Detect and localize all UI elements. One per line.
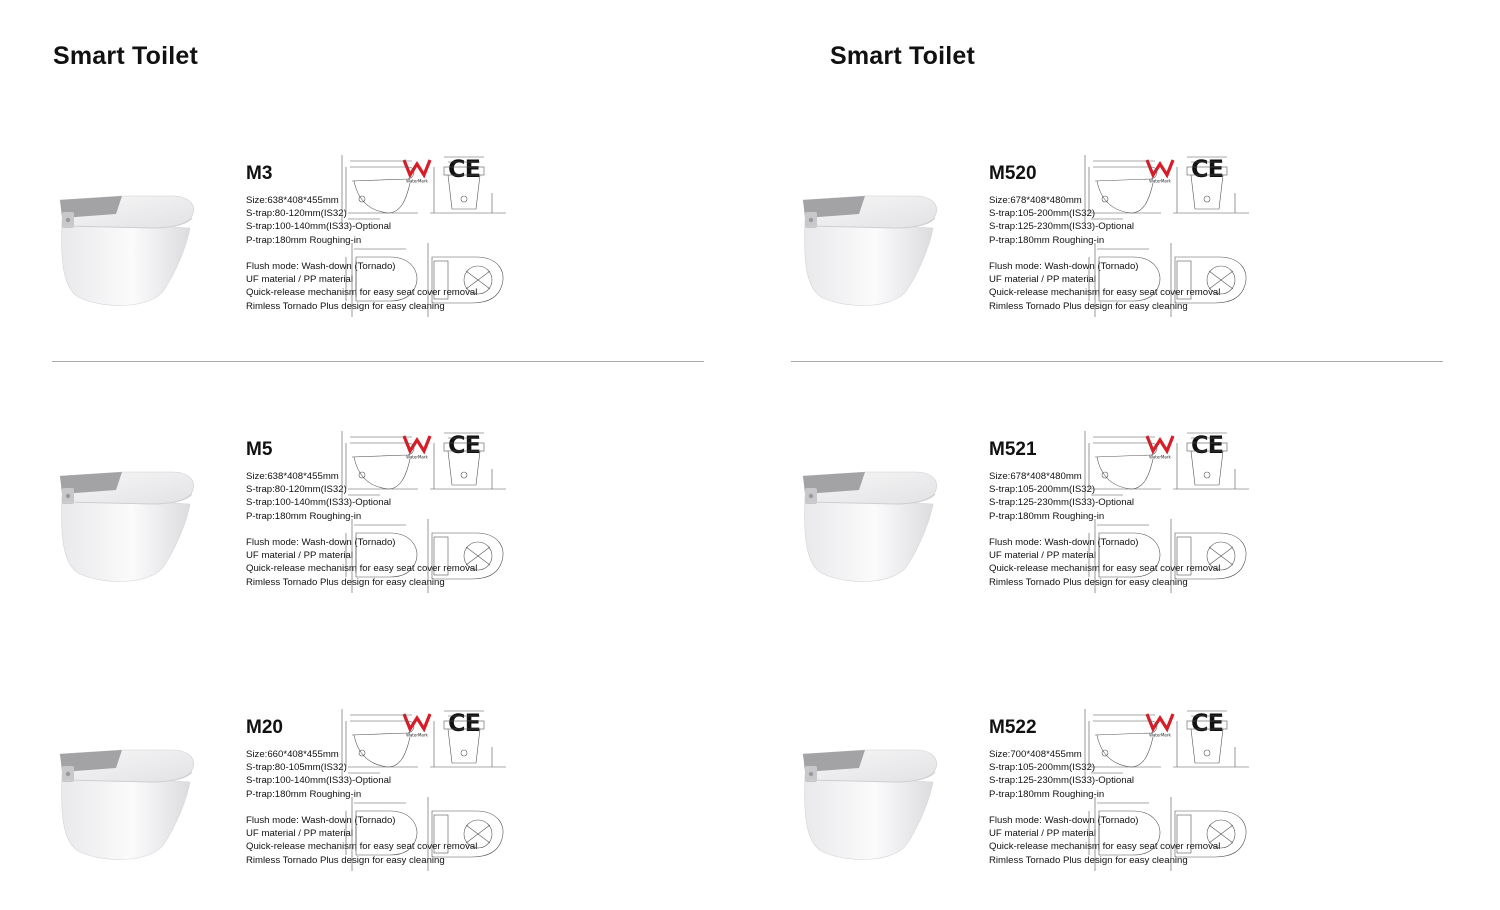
product-card-m522 xyxy=(795,709,1475,909)
ce-mark: CE xyxy=(448,709,481,737)
toilet-photo xyxy=(795,724,965,884)
ce-mark: CE xyxy=(1191,431,1224,459)
feature-flush-mode: Flush mode: Wash-down (Tornado) xyxy=(246,815,396,826)
ce-mark: CE xyxy=(1191,155,1224,183)
toilet-photo xyxy=(52,724,222,884)
feature-material: UF material / PP material xyxy=(989,828,1096,840)
feature-flush-mode: Flush mode: Wash-down (Tornado) xyxy=(989,537,1139,548)
feature-quick-release: Quick-release mechanism for easy seat cover removal xyxy=(246,563,478,575)
page-title: Smart Toilet xyxy=(830,42,976,70)
spec-strap: S-trap:80-105mm(IS32) xyxy=(246,762,347,774)
spec-size: Size:638*408*455mm xyxy=(246,195,339,206)
seat-view-drawing xyxy=(426,515,512,595)
svg-text:WaterMark: WaterMark xyxy=(406,178,428,184)
front-view-drawing xyxy=(1169,429,1255,505)
spec-ptrap: P-trap:180mm Roughing-in xyxy=(989,510,1105,522)
spec-ptrap: P-trap:180mm Roughing-in xyxy=(246,788,362,800)
spec-ptrap: P-trap:180mm Roughing-in xyxy=(246,510,362,522)
feature-rimless: Rimless Tornado Plus design for easy cleaning xyxy=(246,300,445,312)
svg-text:WaterMark: WaterMark xyxy=(1149,178,1171,184)
feature-quick-release: Quick-release mechanism for easy seat cover removal xyxy=(989,287,1221,299)
feature-rimless: Rimless Tornado Plus design for easy cleaning xyxy=(989,576,1188,588)
toilet-photo xyxy=(795,170,965,330)
front-view-drawing xyxy=(1169,153,1255,229)
side-view-drawing xyxy=(340,429,426,505)
product-card-m520 xyxy=(795,155,1475,355)
spec-ptrap: P-trap:180mm Roughing-in xyxy=(246,234,362,246)
feature-quick-release: Quick-release mechanism for easy seat cover removal xyxy=(989,563,1221,575)
spec-strap: S-trap:80-120mm(IS32) xyxy=(246,208,347,220)
feature-quick-release: Quick-release mechanism for easy seat cover removal xyxy=(246,287,478,299)
front-view-drawing xyxy=(426,429,512,505)
spec-size: Size:678*408*480mm xyxy=(989,471,1082,482)
seat-view-drawing xyxy=(426,793,512,873)
seat-view-drawing xyxy=(1169,793,1255,873)
ce-mark: CE xyxy=(1191,709,1224,737)
spec-strap-optional: S-trap:100-140mm(IS33)-Optional xyxy=(246,497,392,509)
feature-rimless: Rimless Tornado Plus design for easy cleaning xyxy=(246,854,445,866)
product-card-m5 xyxy=(52,431,732,631)
top-view-drawing xyxy=(1083,793,1169,873)
seat-view-drawing xyxy=(426,239,512,319)
spec-strap-optional: S-trap:125-230mm(IS33)-Optional xyxy=(989,221,1135,233)
toilet-photo xyxy=(795,446,965,606)
toilet-photo xyxy=(52,446,222,606)
model-name: M522 xyxy=(989,717,1037,738)
spec-size: Size:660*408*455mm xyxy=(246,749,339,760)
front-view-drawing xyxy=(1169,707,1255,783)
top-view-drawing xyxy=(340,793,426,873)
model-name: M20 xyxy=(246,717,283,738)
model-name: M521 xyxy=(989,439,1037,460)
spec-strap-optional: S-trap:125-230mm(IS33)-Optional xyxy=(989,497,1135,509)
side-view-drawing xyxy=(1083,707,1169,783)
feature-flush-mode: Flush mode: Wash-down (Tornado) xyxy=(989,261,1139,272)
feature-material: UF material / PP material xyxy=(246,550,353,562)
side-view-drawing xyxy=(340,707,426,783)
spec-strap: S-trap:105-200mm(IS32) xyxy=(989,484,1096,496)
feature-flush-mode: Flush mode: Wash-down (Tornado) xyxy=(989,815,1139,826)
top-view-drawing xyxy=(340,239,426,319)
svg-text:WaterMark: WaterMark xyxy=(406,732,428,738)
feature-quick-release: Quick-release mechanism for easy seat cover removal xyxy=(246,841,478,853)
spec-strap: S-trap:105-200mm(IS32) xyxy=(989,208,1096,220)
top-view-drawing xyxy=(1083,515,1169,595)
spec-ptrap: P-trap:180mm Roughing-in xyxy=(989,788,1105,800)
spec-size: Size:700*408*455mm xyxy=(989,749,1082,760)
seat-view-drawing xyxy=(1169,515,1255,595)
feature-rimless: Rimless Tornado Plus design for easy cleaning xyxy=(989,300,1188,312)
ce-mark: CE xyxy=(448,155,481,183)
toilet-photo xyxy=(52,170,222,330)
spec-size: Size:678*408*480mm xyxy=(989,195,1082,206)
feature-material: UF material / PP material xyxy=(989,550,1096,562)
spec-ptrap: P-trap:180mm Roughing-in xyxy=(989,234,1105,246)
feature-material: UF material / PP material xyxy=(246,274,353,286)
front-view-drawing xyxy=(426,707,512,783)
model-name: M5 xyxy=(246,439,273,460)
feature-rimless: Rimless Tornado Plus design for easy cleaning xyxy=(989,854,1188,866)
product-card-m3 xyxy=(52,155,732,355)
page-title: Smart Toilet xyxy=(53,42,199,70)
front-view-drawing xyxy=(426,153,512,229)
feature-material: UF material / PP material xyxy=(989,274,1096,286)
section-divider xyxy=(52,361,704,362)
product-card-m521 xyxy=(795,431,1475,631)
side-view-drawing xyxy=(340,153,426,229)
feature-flush-mode: Flush mode: Wash-down (Tornado) xyxy=(246,261,396,272)
feature-material: UF material / PP material xyxy=(246,828,353,840)
feature-quick-release: Quick-release mechanism for easy seat cover removal xyxy=(989,841,1221,853)
section-divider xyxy=(791,361,1443,362)
spec-strap-optional: S-trap:125-230mm(IS33)-Optional xyxy=(989,775,1135,787)
product-card-m20 xyxy=(52,709,732,909)
side-view-drawing xyxy=(1083,153,1169,229)
model-name: M3 xyxy=(246,163,273,184)
feature-rimless: Rimless Tornado Plus design for easy cleaning xyxy=(246,576,445,588)
feature-flush-mode: Flush mode: Wash-down (Tornado) xyxy=(246,537,396,548)
svg-text:WaterMark: WaterMark xyxy=(1149,732,1171,738)
model-name: M520 xyxy=(989,163,1037,184)
svg-text:WaterMark: WaterMark xyxy=(1149,454,1171,460)
spec-strap: S-trap:105-200mm(IS32) xyxy=(989,762,1096,774)
top-view-drawing xyxy=(340,515,426,595)
spec-strap: S-trap:80-120mm(IS32) xyxy=(246,484,347,496)
spec-strap-optional: S-trap:100-140mm(IS33)-Optional xyxy=(246,775,392,787)
side-view-drawing xyxy=(1083,429,1169,505)
ce-mark: CE xyxy=(448,431,481,459)
spec-size: Size:638*408*455mm xyxy=(246,471,339,482)
svg-text:WaterMark: WaterMark xyxy=(406,454,428,460)
seat-view-drawing xyxy=(1169,239,1255,319)
top-view-drawing xyxy=(1083,239,1169,319)
spec-strap-optional: S-trap:100-140mm(IS33)-Optional xyxy=(246,221,392,233)
